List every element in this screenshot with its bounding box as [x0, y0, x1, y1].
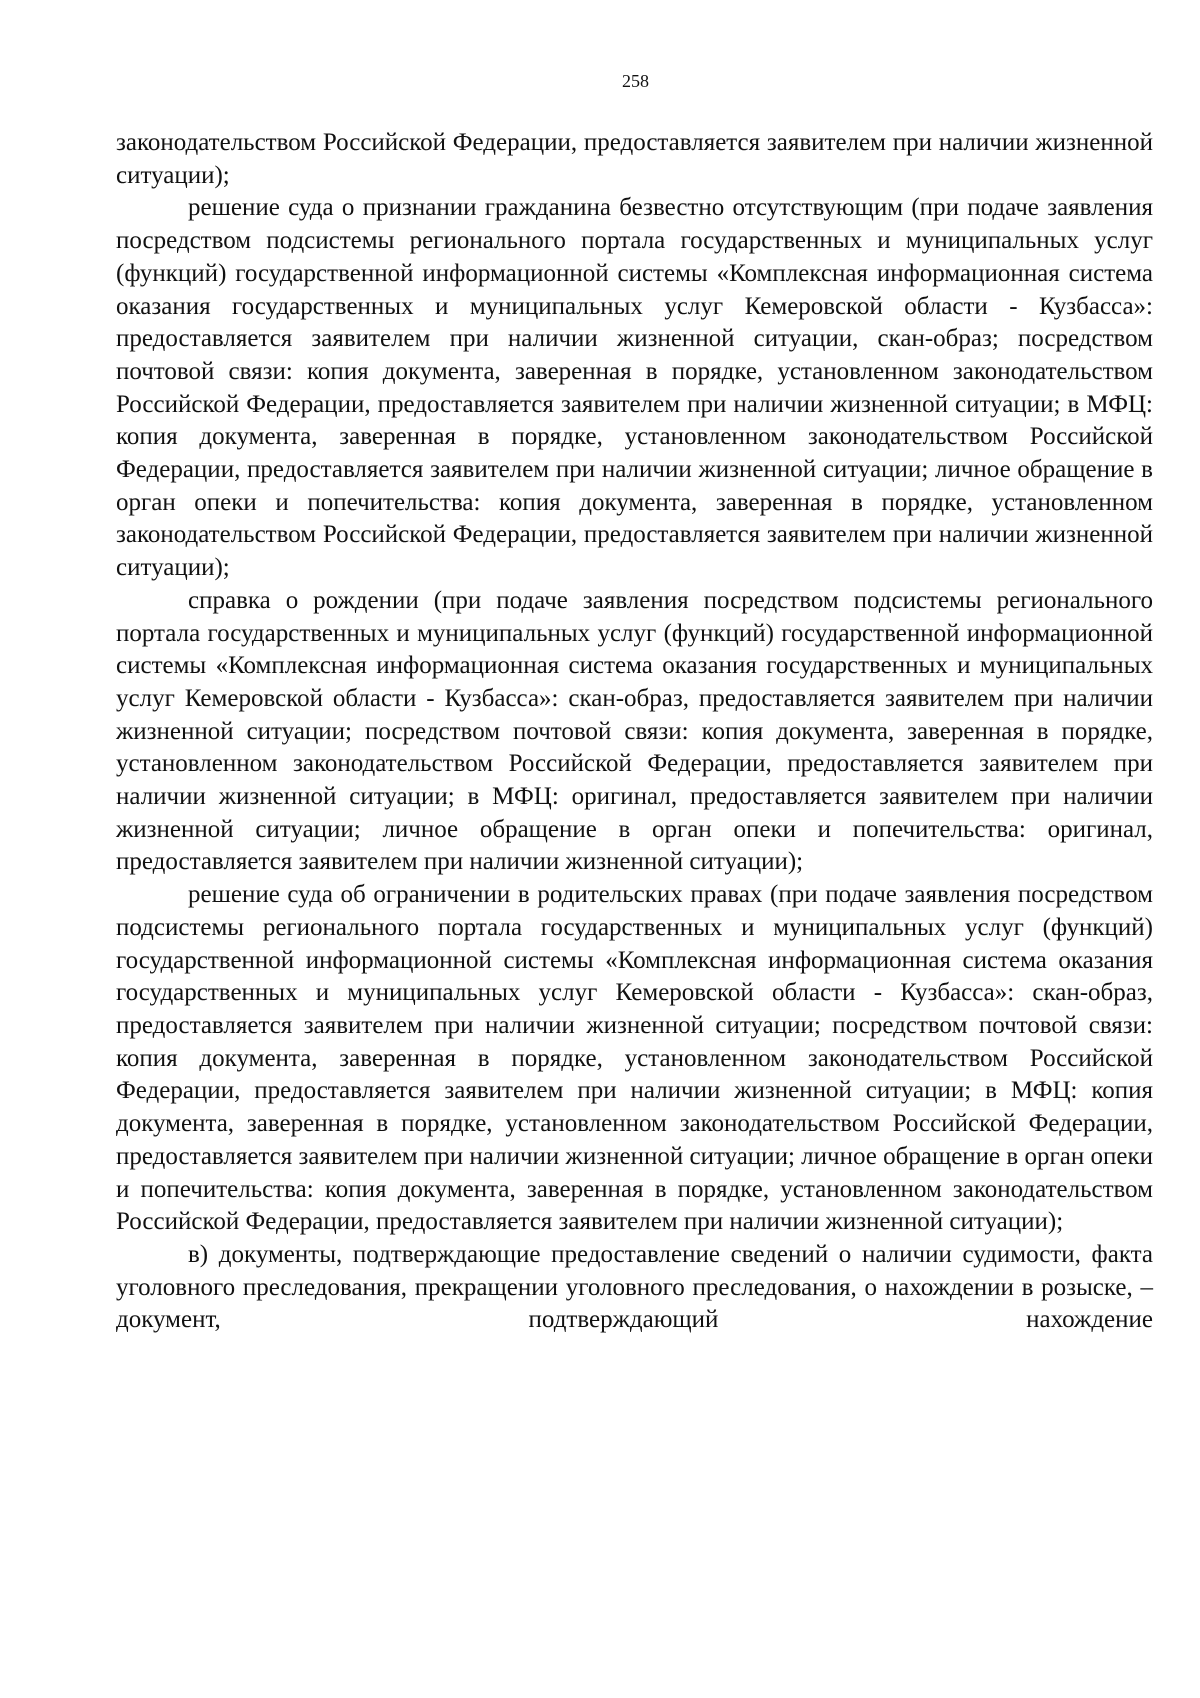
paragraph-court-decision-missing-person: решение суда о признании гражданина безвестно отсутствующим (при подаче заявления посредством подсистемы регионального портала государственных и муниципальных услуг (функций) государственной информационной системы «Комплексная информационная система оказания государственных и муниципальных услуг Кемеровской области - Кузбасса»: предоставляется заявителем при наличии жизненной ситуации, скан-образ; посредством почтовой связи: копия документа, заверенная в порядке, установленном законодательством Российской Федерации, предоставляется заявителем при наличии жизненной ситуации; в МФЦ: копия документа, заверенная в порядке, установленном законодательством Российской Федерации, предоставляется заявителем при наличии жизненной ситуации; личное обращение в орган опеки и попечительства: копия документа, заверенная в порядке, установленном законодательством Российской Федерации, предоставляется заявителем при наличии жизненной ситуации); [116, 194, 1153, 582]
paragraph-continuation: законодательством Российской Федерации, предоставляется заявителем при наличии жизненной ситуации); [116, 129, 1153, 189]
document-body [116, 127, 1153, 1337]
paragraph-birth-certificate: справка о рождении (при подаче заявления посредством подсистемы регионального портала государственных и муниципальных услуг (функций) государственной информационной системы «Комплексная информационная система оказания государственных и муниципальных услуг Кемеровской области - Кузбасса»: скан-образ, предоставляется заявителем при наличии жизненной ситуации; посредством почтовой связи: копия документа, заверенная в порядке, установленном законодательством Российской Федерации, предоставляется заявителем при наличии жизненной ситуации; в МФЦ: оригинал, предоставляется заявителем при наличии жизненной ситуации; личное обращение в орган опеки и попечительства: оригинал, предоставляется заявителем при наличии жизненной ситуации); [116, 586, 1153, 876]
paragraph-court-decision-parental-rights: решение суда об ограничении в родительских правах (при подаче заявления посредством подсистемы регионального портала государственных и муниципальных услуг (функций) государственной информационной системы «Комплексная информационная система оказания государственных и муниципальных услуг Кемеровской области - Кузбасса»: скан-образ, предоставляется заявителем при наличии жизненной ситуации; посредством почтовой связи: копия документа, заверенная в порядке, установленном законодательством Российской Федерации, предоставляется заявителем при наличии жизненной ситуации; в МФЦ: копия документа, заверенная в порядке, установленном законодательством Российской Федерации, предоставляется заявителем при наличии жизненной ситуации; личное обращение в орган опеки и попечительства: копия документа, заверенная в порядке, установленном законодательством Российской Федерации, предоставляется заявителем при наличии жизненной ситуации); [116, 881, 1153, 1236]
paragraph-criminal-record-documents: в) документы, подтверждающие предоставление сведений о наличии судимости, факта уголовного преследования, прекращении уголовного преследования, о нахождении в розыске, – документ, подтверждающий нахождение [116, 1240, 1153, 1334]
page-number: 258 [622, 71, 649, 91]
